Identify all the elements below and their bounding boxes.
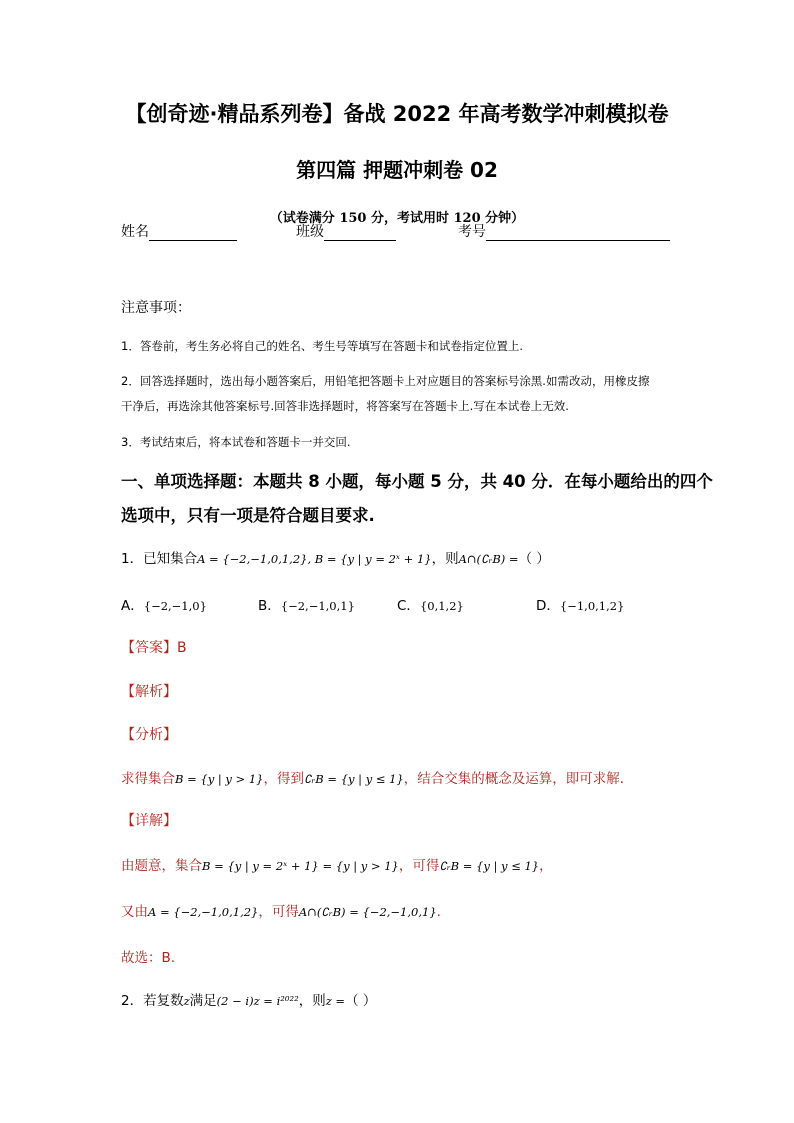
q2-mid: 满足 (189, 993, 217, 1009)
answer-tag: 【答案】B (121, 640, 187, 656)
page-title: 【创奇迹·精品系列卷】备战 2022 年高考数学冲刺模拟卷 (125, 102, 669, 126)
name-label: 姓名 (121, 224, 149, 240)
detail-line-1 (121, 854, 553, 874)
option-d[interactable] (536, 594, 624, 614)
option-value: {−2,−1,0,1} (280, 599, 355, 613)
detail-tag: 【详解】 (121, 813, 177, 829)
q2-expr: (2 − i)z = i²⁰²² (216, 994, 299, 1008)
option-value: {0,1,2} (419, 599, 464, 613)
option-b[interactable] (258, 594, 355, 614)
section-heading-cont: 选项中，只有一项是符合题目要求. (121, 506, 375, 525)
detail-part: . (436, 904, 441, 920)
detail-line-2 (121, 900, 441, 920)
q2-mid2: ，则 (298, 993, 326, 1009)
option-a[interactable] (121, 594, 207, 614)
detail-part: 由题意，集合 (121, 858, 202, 874)
notice-item: 3．考试结束后，将本试卷和答题卡一并交回. (121, 435, 351, 449)
exam-no-blank[interactable] (486, 226, 670, 241)
detail-math: ∁ᵣB = {y | y ≤ 1} (439, 859, 540, 873)
fenxi-text (121, 767, 633, 787)
name-field[interactable] (121, 221, 237, 241)
section-heading: 一、单项选择题：本题共 8 小题，每小题 5 分，共 40 分．在每小题给出的四个 (121, 472, 713, 491)
question-1 (121, 547, 550, 567)
page-subtitle: 第四篇 押题冲刺卷 02 (296, 158, 498, 182)
class-label: 班级 (296, 224, 324, 240)
option-label: A． (121, 598, 144, 614)
class-field[interactable] (296, 221, 396, 241)
option-value: {−1,0,1,2} (559, 599, 625, 613)
name-blank[interactable] (149, 226, 237, 241)
detail-part: ，可得 (398, 858, 440, 874)
fenxi-math: B = {y | y > 1} (175, 772, 264, 786)
q1-blank: （ ） (518, 551, 550, 567)
q2-prefix: 2．若复数 (121, 993, 184, 1009)
q2-expr2: z = (325, 994, 346, 1008)
option-label: B． (258, 598, 281, 614)
class-blank[interactable] (324, 226, 396, 241)
fenxi-part: ，结合交集的概念及运算，即可求解． (403, 771, 634, 787)
analysis-tag: 【解析】 (121, 684, 177, 700)
exam-info: （试卷满分 150 分，考试用时 120 分钟） (269, 211, 525, 226)
q1-expr: A∩(∁ᵣB) = (458, 552, 519, 566)
detail-math: A = {−2,−1,0,1,2} (148, 905, 259, 919)
notice-item: 干净后，再选涂其他答案标号.回答非选择题时，将答案写在答题卡上.写在本试卷上无效. (121, 399, 569, 413)
exam-no-label: 考号 (458, 224, 486, 240)
notice-item: 2．回答选择题时，选出每小题答案后，用铅笔把答题卡上对应题目的答案标号涂黑.如需改动，用橡皮擦 (121, 374, 650, 388)
conclusion: 故选：B. (121, 950, 176, 966)
detail-part: ， (539, 858, 553, 874)
option-value: {−2,−1,0} (143, 599, 207, 613)
q1-mid: ，则 (431, 551, 459, 567)
detail-part: 又由 (121, 904, 148, 920)
fenxi-part: ，得到 (263, 771, 304, 787)
question-2 (121, 989, 376, 1009)
q2-var: z (183, 994, 190, 1008)
q2-blank: （ ） (345, 993, 377, 1009)
q1-prefix: 1．已知集合 (121, 551, 198, 567)
detail-part: ，可得 (258, 904, 299, 920)
fenxi-part: 求得集合 (121, 771, 175, 787)
exam-no-field[interactable] (458, 221, 670, 241)
detail-math: B = {y | y = 2ˣ + 1} = {y | y > 1} (202, 859, 399, 873)
q1-sets: A = {−2,−1,0,1,2}, B = {y | y = 2ˣ + 1} (197, 552, 432, 566)
option-c[interactable] (397, 594, 464, 614)
fenxi-tag: 【分析】 (121, 727, 177, 743)
fenxi-math: ∁ᵣB = {y | y ≤ 1} (303, 772, 404, 786)
option-label: D． (536, 598, 560, 614)
notice-title: 注意事项： (121, 300, 191, 316)
notice-item: 1．答卷前，考生务必将自己的姓名、考生号等填写在答题卡和试卷指定位置上. (121, 339, 523, 353)
option-label: C． (397, 598, 420, 614)
detail-math: A∩(∁ᵣB) = {−2,−1,0,1} (298, 905, 437, 919)
